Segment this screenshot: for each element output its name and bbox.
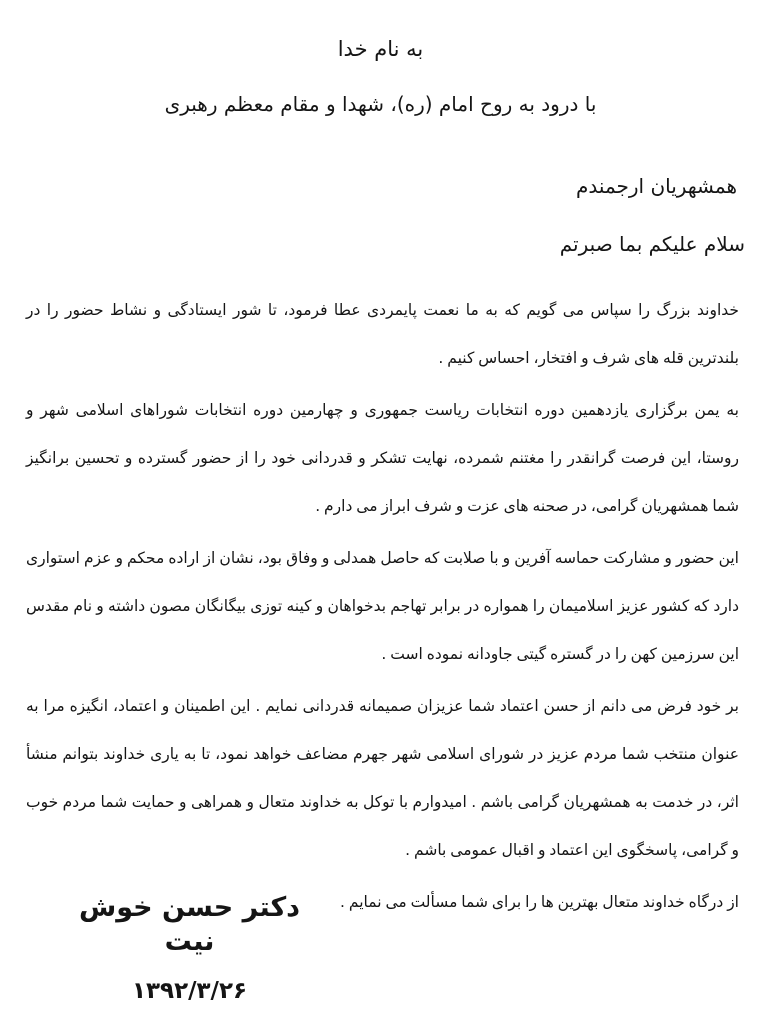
letter-body: [0, 286, 761, 926]
signature-name: دکتر حسن خوش نیت: [78, 892, 301, 957]
paragraph-elections-thanks: به یمن برگزاری یازدهمین دوره انتخابات ریاست جمهوری و چهارمین دوره انتخابات شوراهای اسلامی شهر و روستا، این فرصت گرانقدر را مغتنم شمرده، نهایت تشکر و قدردانی خود را از حضور گسترده و تحسین برانگیز شما همشهریان گرامی، در صحنه های عزت و شرف ابراز می دارم .: [26, 401, 739, 515]
signature-block: [72, 891, 307, 1005]
paragraph-participation: این حضور و مشارکت حماسه آفرین و با صلابت که حاصل همدلی و وفاق بود، نشان از اراده محکم و عزم استواری دارد که کشور عزیز اسلامیمان را همواره در برابر تهاجم بدخواهان و کینه توزی بیگانگان مصون داشته و نام مقدس این سرزمین کهن را در گستره گیتی جاودانه نموده است .: [26, 549, 739, 663]
paragraph-commitment: بر خود فرض می دانم از حسن اعتماد شما عزیزان صمیمانه قدردانی نمایم . این اطمینان و اعتماد، انگیزه مرا به عنوان منتخب شما مردم عزیز در شورای اسلامی شهر جهرم مضاعف خواهد نمود، تا به یاری خداوند بتوانم منشأ اثر، در خدمت به همشهریان گرامی باشم . امیدوارم با توکل به خداوند متعال و همراهی و حمایت شما مردم خوب و گرامی، پاسخگوی این اعتماد و اقبال عمومی باشم .: [26, 697, 739, 859]
bismillah-heading: به نام خدا: [337, 37, 424, 61]
paragraph-closing-prayer: از درگاه خداوند متعال بهترین ها را برای شما مسألت می نمایم .: [340, 893, 739, 911]
paragraph-gratitude: خداوند بزرگ را سپاس می گویم که به ما نعمت پایمردی عطا فرمود، تا شور ایستادگی و نشاط حضور را در بلندترین قله های شرف و افتخار، احساس کنیم .: [26, 301, 739, 367]
tribute-line: با درود به روح امام (ره)، شهدا و مقام معظم رهبری: [164, 92, 597, 116]
greeting-line: سلام علیکم بما صبرتم: [559, 232, 745, 256]
signature-date: ۱۳۹۲/۳/۲۶: [131, 978, 248, 1004]
salutation-line: همشهریان ارجمندم: [576, 174, 737, 198]
